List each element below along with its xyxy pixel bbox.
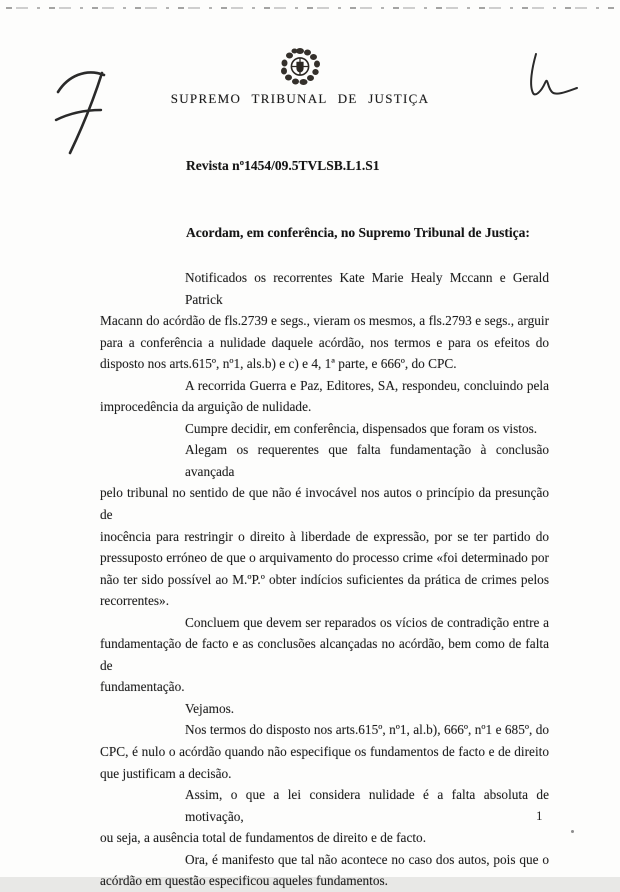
page-number: 1 <box>536 808 543 823</box>
text-line: Notificados os recorrentes Kate Marie Healy Mccann e Gerald Patrick <box>185 270 549 307</box>
text-line: pressuposto erróneo de que o arquivamento do processo crime «foi determinado por <box>100 550 549 566</box>
text-line: Macann do acórdão de fls.2739 e segs., vieram os mesmos, a fls.2793 e segs., arguir <box>100 313 549 329</box>
text-line: pelo tribunal no sentido de que não é invocável nos autos o princípio da presunção de <box>100 485 549 523</box>
scan-edge-artifact <box>6 7 614 9</box>
text-line: para a conferência a nulidade daquele acórdão, nos termos e para os efeitos do <box>100 334 549 350</box>
text-line: disposto nos arts.615º, nº1, als.b) e c) e 4, 1ª parte, e 666º, do CPC. <box>100 356 457 372</box>
text-line: fundamentação. <box>100 679 185 695</box>
text-line: Nos termos do disposto nos arts.615º, nº1, al.b), 666º, nº1 e 685º, do <box>185 722 549 738</box>
text-line: inocência para restringir o direito à liberdade de expressão, por se ter partido do <box>100 528 549 544</box>
text-line: ou seja, a ausência total de fundamentos de direito e de facto. <box>100 830 427 846</box>
scan-speck <box>571 830 574 833</box>
text-line: não ter sido possível ao M.ºP.º obter indícios suficientes da prática de crimes pelos <box>100 571 549 587</box>
text-line: Vejamos. <box>185 700 235 716</box>
text-line: que justificam a decisão. <box>100 765 232 781</box>
coat-of-arms-emblem <box>277 46 323 89</box>
handwritten-seven-mark <box>52 60 114 160</box>
text-line: Ora, é manifesto que tal não acontece no caso dos autos, pois que o <box>185 851 549 867</box>
handwritten-squiggle-icon <box>521 50 583 102</box>
text-line: Assim, o que a lei considera nulidade é a falta absoluta de motivação, <box>185 787 549 824</box>
decision-heading: Acordam, em conferência, no Supremo Tribunal de Justiça: <box>186 225 530 240</box>
body-text <box>100 267 549 892</box>
court-name: SUPREMO TRIBUNAL DE JUSTIÇA <box>170 91 430 106</box>
text-line: recorrentes». <box>100 593 170 609</box>
text-line: improcedência da arguição de nulidade. <box>100 399 312 415</box>
text-line: Concluem que devem ser reparados os vícios de contradição entre a <box>185 614 549 630</box>
text-line: Cumpre decidir, em conferência, dispensados que foram os vistos. <box>185 420 538 436</box>
text-line: acórdão em questão especificou aqueles fundamentos. <box>100 873 388 889</box>
case-reference: Revista nº1454/09.5TVLSB.L1.S1 <box>186 158 380 173</box>
text-line: A recorrida Guerra e Paz, Editores, SA, respondeu, concluindo pela <box>185 377 549 393</box>
text-line: Alegam os requerentes que falta fundamentação à conclusão avançada <box>185 442 549 479</box>
text-line: fundamentação de facto e as conclusões alcançadas no acórdão, bem como de falta de <box>100 636 549 673</box>
text-line: CPC, é nulo o acórdão quando não especifique os fundamentos de facto e de direito <box>100 744 549 760</box>
